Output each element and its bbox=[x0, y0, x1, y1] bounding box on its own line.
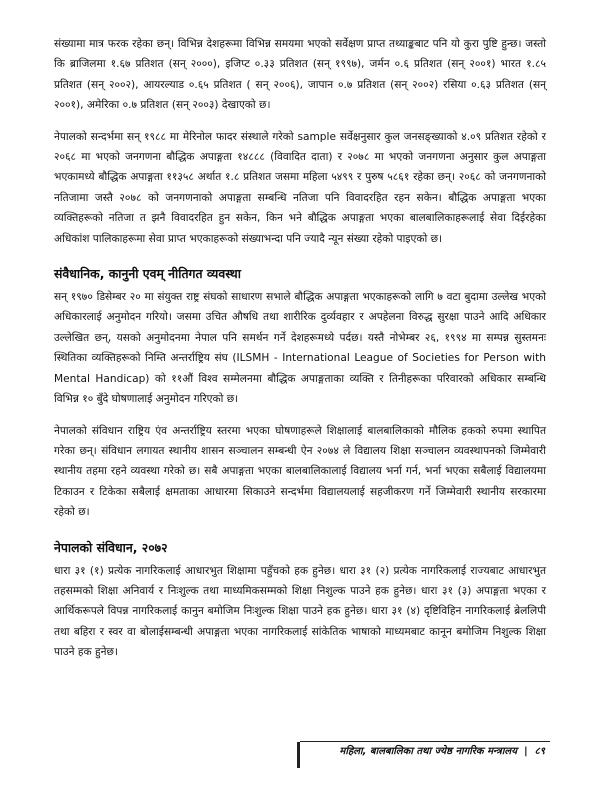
footer-separator: | bbox=[520, 746, 532, 757]
section-heading: नेपालको संविधान, २०७२ bbox=[54, 539, 168, 555]
paragraph: धारा ३१ (१) प्रत्येक नागरिकलाई आधारभुत शिक्षामा पहुँचको हक हुनेछ। धारा ३१ (२) प्रत्येक नागरिकलाई राज्यबाट आधारभुत तहसम्मको शिक्षा अनिवार्य र निःशुल्क तथा माध्यमिकसम्मको शिक्षा निशुल्क पाउने हक हुनेछ। धारा ३१ (३) अपाङ्गता भएका र आर्थिकरूपले विपन्न नागरिकलाई कानुन बमोजिम निःशुल्क शिक्षा पाउने हक हुनेछ। धारा ३१ (४) दृष्टिविहिन नागरिकलाई ब्रेललिपी तथा बहिरा र स्वर वा बोलाईसम्बन्धी अपाङ्गता भएका नागरिकलाई सांकेतिक भाषाको माध्यमबाट कानून बमोजिम निशुल्क शिक्षा पाउने हक हुनेछ। bbox=[54, 564, 546, 659]
page-footer bbox=[310, 744, 545, 760]
section-heading: संवैधानिक, कानुनी एवम् नीतिगत व्यवस्था bbox=[54, 266, 241, 282]
paragraph: नेपालको संविधान राष्ट्रिय एंव अन्तर्राष्ट्रिय स्तरमा भएका घोषणाहरूले शिक्षालाई बालबालिकाको मौलिक हकको रुपमा स्थापित गरेका छन्। संविधान लगायत स्थानीय शासन सञ्चालन सम्बन्धी ऐन २०७४ ले विद्यालय शिक्षा सञ्चालन व्यवस्थापनको जिम्मेवारी स्थानीय तहमा रहने व्यवस्था गरेको छ। सबै अपाङ्गता भएका बालबालिकालाई विद्यालय भर्ना गर्न, भर्ना भएका सबैलाई विद्यालयमा टिकाउन र टिकेका सबैलाई क्षमताका आधारमा सिकाउने सन्दर्भमा विद्यालयलाई सहजीकरण गर्ने जिम्मेवारी स्थानीय सरकारमा रहेको छ। bbox=[54, 424, 546, 519]
footer-rule bbox=[300, 741, 550, 742]
footer-ministry: महिला, बालबालिका तथा ज्येष्ठ नागरिक मन्त्रालय bbox=[339, 746, 517, 757]
document-body bbox=[54, 34, 546, 674]
page-number: ८९ bbox=[534, 746, 545, 757]
paragraph: संख्यामा मात्र फरक रहेका छन्। विभिन्न देशहरूमा विभिन्न समयमा भएको सर्वेक्षण प्राप्त तथ्याङ्कबाट पनि यो कुरा पुष्टि हुन्छ। जस्तो कि ब्राजिलमा १.६७ प्रतिशत (सन् २०००), इजिप्ट ०.३३ प्रतिशत (सन् १९९७), जर्मन ०.६ प्रतिशत (सन् २००१) भारत १.८५ प्रतिशत (सन् २००२), आयरल्याड ०.६५ प्रतिशत ( सन् २००६), जापान ०.७ प्रतिशत (सन् २००२) रसिया ०.६३ प्रतिशत (सन् २००१), अमेरिका ०.७ प्रतिशत (सन् २००३) देखाएको छ। bbox=[54, 38, 546, 112]
paragraph: नेपालको सन्दर्भमा सन् १९८८ मा मेरिनोल फादर संस्थाले गरेको sample सर्वेक्षनुसार कुल जनसङ्ख्याको ४.०९ प्रतिशत रहेको र २०६८ मा भएको जनगणना बौद्धिक अपाङ्गता १४८८८ (विवादित दाता) र २०७८ मा भएको जनगणना अनुसार कुल अपाङ्गता भएकामध्ये बौद्धिक अपाङ्गता ११३५८ अर्थात १.८ प्रतिशत जसमा महिला ५४९९ र पुरुष ५८६१ रहेका छन्। २०६८ को जनगणनाको नतिजामा जस्तै २०७८ को जनगणनाको अपाङ्गता सम्बन्धि नतिजा पनि विवादरहित रहन सकेन। बौद्धिक अपाङ्गता भएका व्यक्तिहरूको नतिजा त झनै विवादरहित हुन सकेन, किन भने बौद्धिक अपाङ्गता भएका बालबालिकाहरूलाई सेवा दिईरहेका अधिकांश पालिकाहरूमा सेवा प्राप्त भएकाहरूको संख्याभन्दा पनि ज्यादै न्यून संख्या रहेको पाइएको छ। bbox=[54, 130, 546, 245]
footer-divider bbox=[297, 742, 300, 768]
paragraph: सन् १९७० डिसेम्बर २० मा संयुक्त राष्ट्र संघको साधारण सभाले बौद्धिक अपाङ्गता भएकाहरूको लागि ७ वटा बुदामा उल्लेख भएको अधिकारलाई अनुमोदन गरियो। जसमा उचित औषधि तथा शारीरिक दुर्व्यवहार र अपहेलना विरुद्ध सुरक्षा पाउने आदि अधिकार उल्लेखित छन्, यसको अनुमोदनमा नेपाल पनि समर्थन गर्ने देशहरूमध्ये पर्दछ। यस्तै नोभेम्बर २६, १९९४ मा सम्पन्न सुस्तमनः स्थितिका व्यक्तिहरूको निम्ति अन्तर्राष्ट्रिय संघ (ILSMH - International League of Societies for Person with Mental Handicap) को ११औं विश्व सम्मेलनमा बौद्धिक अपाङ्गताका व्यक्ति र तिनीहरूका परिवारको अधिकार सम्बन्धि विभिन्न १० बुँदे घोषणालाई अनुमोदन गरिएको छ। bbox=[54, 291, 546, 406]
